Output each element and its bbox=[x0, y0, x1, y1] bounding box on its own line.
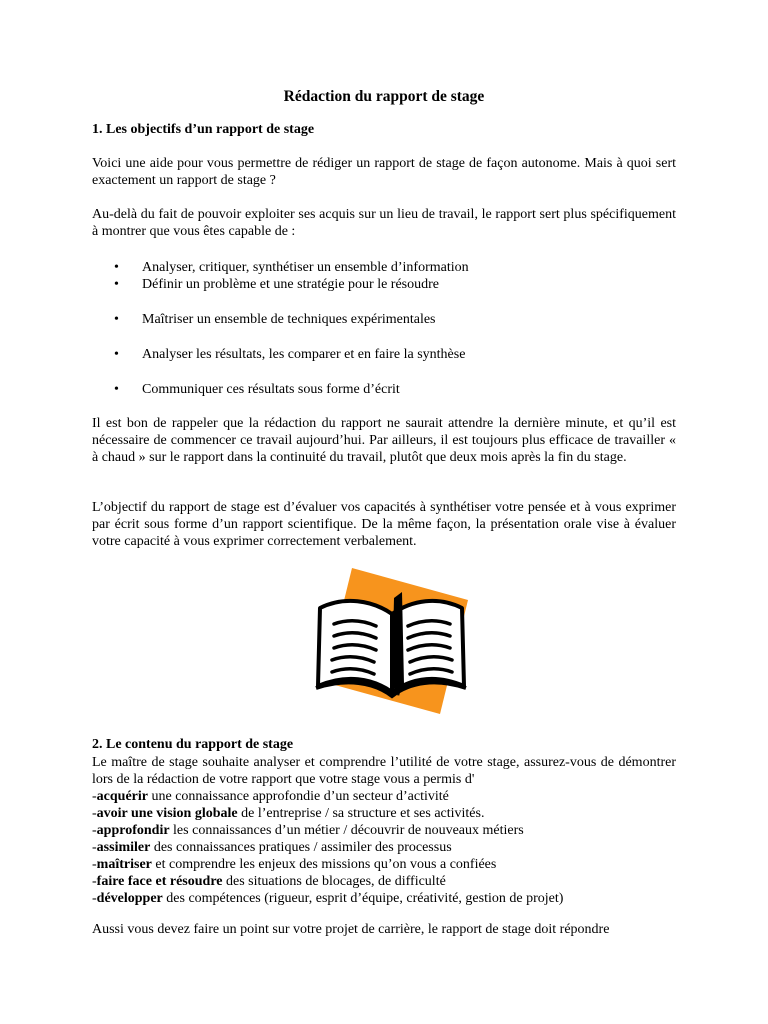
list-item: -assimiler des connaissances pratiques / assimiler des processus bbox=[92, 840, 452, 855]
list-item-text: Analyser, critiquer, synthétiser un ensemble d’information bbox=[142, 260, 469, 275]
list-item: -maîtriser et comprendre les enjeux des missions qu’on vous a confiées bbox=[92, 857, 497, 872]
section-1-paragraph-4: L’objectif du rapport de stage est d’évaluer vos capacités à synthétiser votre pensée et à vous exprimer par écrit sous forme d’un rapport scientifique. De la même façon, la présentation orale vise à évaluer votre capacité à vous exprimer correctement verbalement. bbox=[92, 500, 676, 549]
list-item: -développer des compétences (rigueur, esprit d’équipe, créativité, gestion de projet) bbox=[92, 891, 564, 906]
section-2-content bbox=[92, 754, 676, 907]
list-item-text: Définir un problème et une stratégie pour le résoudre bbox=[142, 277, 440, 292]
list-item: -avoir une vision globale de l’entreprise / sa structure et ses activités. bbox=[92, 806, 485, 821]
bullet-icon: • bbox=[114, 312, 119, 327]
bullet-icon: • bbox=[114, 260, 119, 275]
bullet-icon: • bbox=[114, 277, 119, 292]
list-item: -approfondir les connaissances d’un métier / découvrir de nouveaux métiers bbox=[92, 823, 524, 838]
open-book-with-pen-icon bbox=[296, 564, 476, 716]
bullet-icon: • bbox=[114, 382, 119, 397]
section-2-heading: 2. Le contenu du rapport de stage bbox=[92, 737, 294, 752]
list-item-text: Communiquer ces résultats sous forme d’écrit bbox=[142, 382, 400, 397]
list-item: -acquérir une connaissance approfondie d’un secteur d’activité bbox=[92, 789, 449, 804]
section-1-paragraph-3: Il est bon de rappeler que la rédaction du rapport ne saurait attendre la dernière minute, et qu’il est nécessaire de commencer ce travail aujourd’hui. Par ailleurs, il est toujours plus efficace de travailler « à chaud » sur le rapport dans la continuité du travail, plutôt que deux mois après la fin du stage. bbox=[92, 416, 676, 465]
list-item-text: Maîtriser un ensemble de techniques expérimentales bbox=[142, 312, 436, 327]
section-1-heading: 1. Les objectifs d’un rapport de stage bbox=[92, 122, 315, 137]
section-1-paragraph-2: Au-delà du fait de pouvoir exploiter ses acquis sur un lieu de travail, le rapport sert plus spécifiquement à montrer que vous êtes capable de : bbox=[92, 207, 676, 239]
pen-shape bbox=[392, 592, 404, 696]
bullet-icon: • bbox=[114, 347, 119, 362]
list-item: -faire face et résoudre des situations de blocages, de difficulté bbox=[92, 874, 446, 889]
section-1-paragraph-1: Voici une aide pour vous permettre de rédiger un rapport de stage de façon autonome. Mais à quoi sert exactement un rapport de stage ? bbox=[92, 156, 676, 188]
list-item-text: Analyser les résultats, les comparer et en faire la synthèse bbox=[142, 347, 466, 362]
document-title: Rédaction du rapport de stage bbox=[283, 88, 485, 105]
section-2-intro: Le maître de stage souhaite analyser et comprendre l’utilité de votre stage, assurez-vous de démontrer lors de la rédaction de votre rapport que votre stage vous a permis d' bbox=[92, 755, 676, 787]
closing-paragraph: Aussi vous devez faire un point sur votre projet de carrière, le rapport de stage doit répondre bbox=[92, 922, 610, 937]
